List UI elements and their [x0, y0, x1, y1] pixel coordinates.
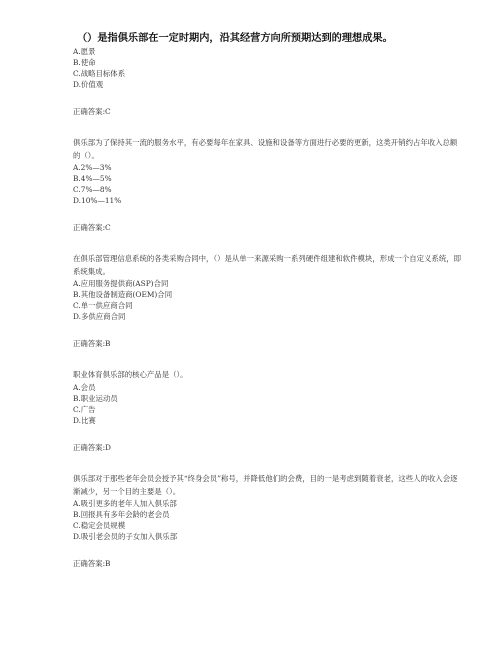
- option-b: B.回报具有多年会龄的老会员: [73, 510, 170, 520]
- correct-answer: 正确答案:C: [73, 223, 111, 233]
- option-c: C.战略目标体系: [73, 69, 126, 78]
- option-c: C.7%—8%: [73, 185, 112, 195]
- option-b: B.职业运动员: [73, 393, 118, 403]
- question-3: [73, 253, 463, 349]
- question-2: [73, 137, 463, 233]
- question-5: [73, 473, 463, 569]
- option-c: C.广告: [73, 404, 96, 414]
- question-stem: 在俱乐部管理信息系统的各类采购合同中，（）是从单一来源采购一系列硬件组建和软件模块，形成一个自定义系统，即系统集成。: [73, 254, 462, 276]
- option-c: C.稳定会员规模: [73, 521, 126, 531]
- option-b: B.其他设备制造商(OEM)合同: [73, 290, 173, 300]
- option-d: D.10%—11%: [73, 196, 122, 206]
- option-a: A.吸引更多的老年人加入俱乐部: [73, 499, 177, 509]
- correct-answer: 正确答案:B: [73, 559, 111, 569]
- option-a: A.应用服务提供商(ASP)合同: [73, 279, 169, 289]
- option-d: D.多供应商合同: [73, 312, 126, 322]
- option-b: B.4%—5%: [73, 174, 112, 184]
- correct-answer: 正确答案:D: [73, 442, 111, 452]
- option-d: D.吸引老会员的子女加入俱乐部: [73, 532, 178, 542]
- correct-answer: 正确答案:C: [73, 107, 111, 116]
- question-1: [73, 32, 463, 117]
- option-a: A.会员: [73, 382, 96, 392]
- option-c: C.单一供应商合同: [73, 301, 133, 311]
- option-d: D.价值观: [73, 80, 104, 89]
- option-a: A.愿景: [73, 47, 96, 56]
- question-stem: 俱乐部为了保持其一流的服务水平，有必要每年在家具、设施和设备等方面进行必要的更新，这类开销约占年收入总额的（）。: [73, 138, 458, 160]
- question-stem: 职业体育俱乐部的核心产品是（）。: [73, 370, 188, 380]
- option-b: B.使命: [73, 58, 96, 67]
- option-d: D.比赛: [73, 415, 96, 425]
- question-4: [73, 369, 463, 453]
- question-stem: （）是指俱乐部在一定时期内，沿其经营方向所预期达到的理想成果。: [77, 33, 393, 44]
- document-page: [73, 32, 463, 569]
- correct-answer: 正确答案:B: [73, 339, 111, 349]
- option-a: A.2%—3%: [73, 163, 112, 173]
- question-stem: 俱乐部对于那些老年会员会授予其“终身会员”称号，并降低他们的会费，目的一是考虑到随着衰老，这些人的收入会逐渐减少，另一个目的主要是（）。: [73, 473, 458, 496]
